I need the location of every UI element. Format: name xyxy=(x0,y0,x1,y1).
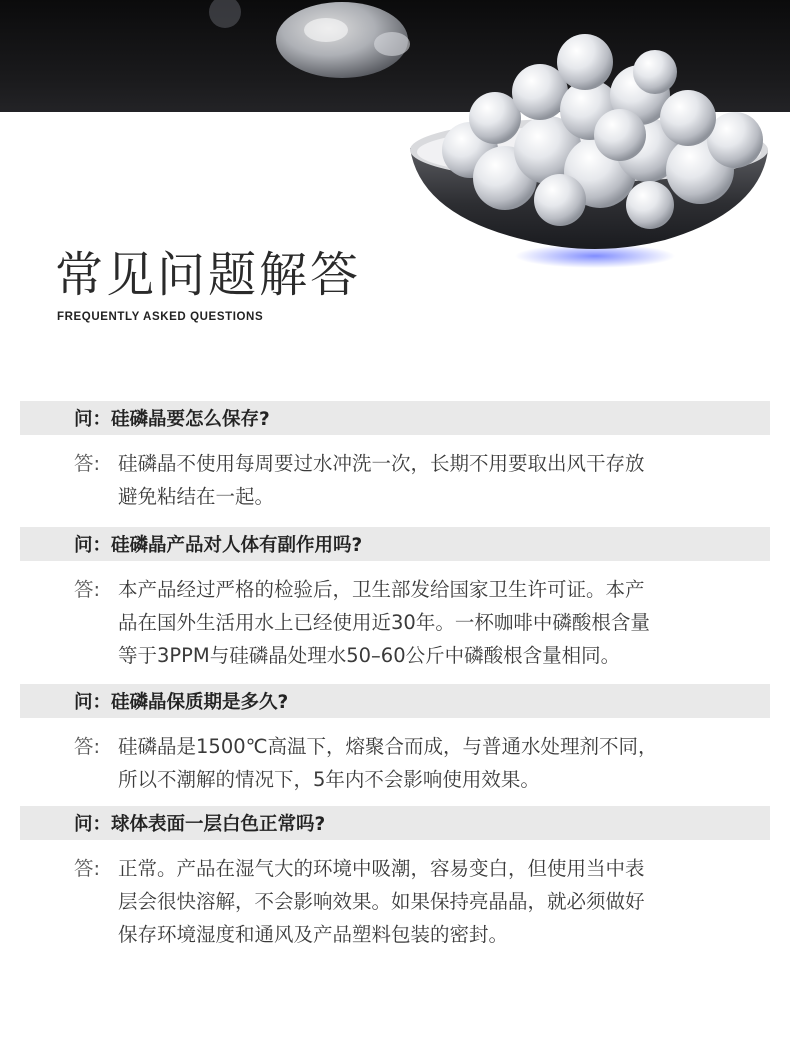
faq-answer xyxy=(20,718,770,796)
answer-line: 本产品经过严格的检验后，卫生部发给国家卫生许可证。本产 xyxy=(118,578,645,601)
faq-item xyxy=(20,401,770,513)
answer-line: 避免粘结在一起。 xyxy=(118,485,275,508)
answer-prefix: 答: xyxy=(74,578,101,601)
answer-prefix: 答: xyxy=(74,735,101,758)
bowl-with-spheres xyxy=(410,34,768,268)
answer-line: 等于3PPM与硅磷晶处理水50–60公斤中磷酸根含量相同。 xyxy=(118,644,621,667)
answer-text xyxy=(118,447,718,513)
page-subtitle: FREQUENTLY ASKED QUESTIONS xyxy=(57,311,264,323)
faq-answer xyxy=(20,561,770,672)
answer-line: 正常。产品在湿气大的环境中吸潮，容易变白，但使用当中表 xyxy=(118,857,645,880)
faq-item xyxy=(20,684,770,796)
answer-line: 所以不潮解的情况下，5年内不会影响使用效果。 xyxy=(118,768,540,791)
faq-item xyxy=(20,527,770,672)
answer-text xyxy=(118,730,718,796)
faq-question: 问：硅磷晶要怎么保存? xyxy=(20,401,770,435)
answer-line: 保存环境湿度和通风及产品塑料包装的密封。 xyxy=(118,923,509,946)
answer-line: 层会很快溶解，不会影响效果。如果保持亮晶晶，就必须做好 xyxy=(118,890,645,913)
answer-text xyxy=(118,573,718,672)
faq-question: 问：球体表面一层白色正常吗? xyxy=(20,806,770,840)
answer-prefix: 答: xyxy=(74,452,101,475)
faq-answer xyxy=(20,840,770,951)
answer-line: 品在国外生活用水上已经使用近30年。一杯咖啡中磷酸根含量 xyxy=(118,611,650,634)
page-title: 常见问题解答 xyxy=(55,247,362,303)
faq-question: 问：硅磷晶保质期是多久? xyxy=(20,684,770,718)
answer-line: 硅磷晶是1500℃高温下，熔聚合而成，与普通水处理剂不同， xyxy=(118,735,658,758)
floating-sphere xyxy=(209,0,410,78)
answer-line: 硅磷晶不使用每周要过水冲洗一次，长期不用要取出风干存放 xyxy=(118,452,645,475)
faq-answer xyxy=(20,435,770,513)
faq-item xyxy=(20,806,770,951)
faq-question: 问：硅磷晶产品对人体有副作用吗? xyxy=(20,527,770,561)
answer-text xyxy=(118,852,718,951)
answer-prefix: 答: xyxy=(74,857,101,880)
